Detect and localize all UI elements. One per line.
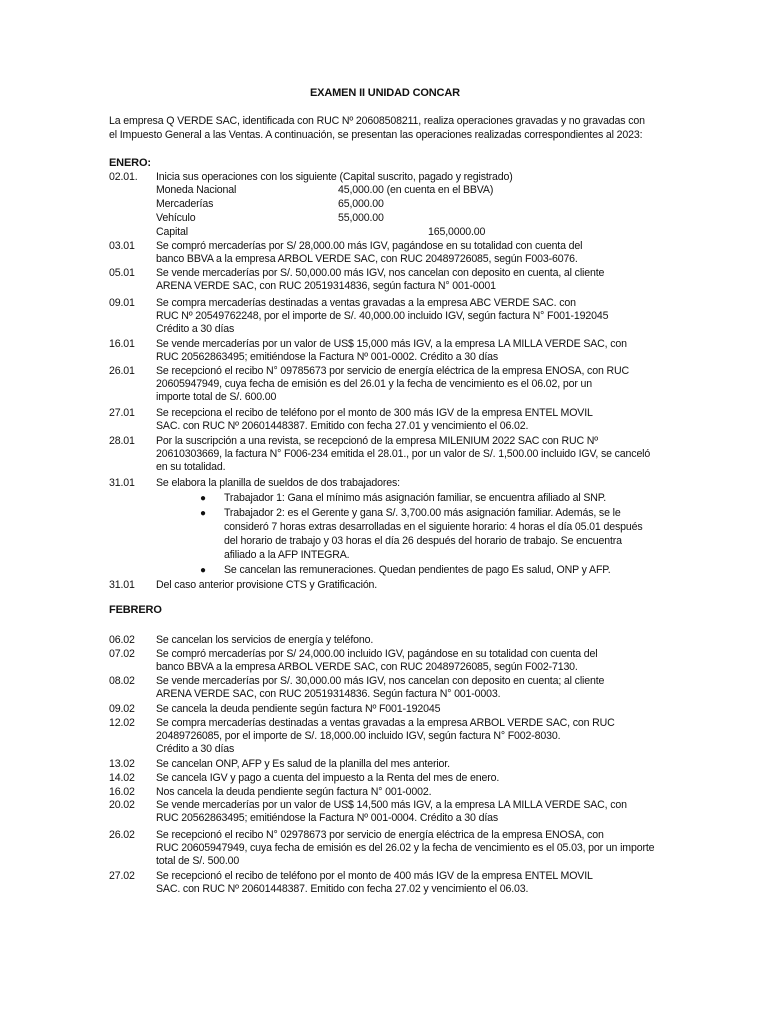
bullet-text: consideró 7 horas extras desarrolladas en el siguiente horario: 4 horas el día 05.01 después: [224, 521, 643, 533]
intro-line: La empresa Q VERDE SAC, identificada con RUC Nº 20608508211, realiza operaciones gravadas y no gravadas con: [109, 115, 645, 127]
entry-text: Se compró mercaderías por S/ 28,000.00 más IGV, pagándose en su totalidad con cuenta del: [156, 240, 583, 252]
entry-text: Crédito a 30 días: [156, 743, 235, 755]
bullet-icon: ●: [200, 493, 207, 504]
entry-text: Nos cancela la deuda pendiente según factura N° 001-0002.: [156, 786, 432, 798]
entry-text: 20489726085, por el importe de S/. 18,000.00 incluido IGV, según factura N° F002-8030.: [156, 730, 561, 742]
entry-text: Se compró mercaderías por S/ 24,000.00 incluido IGV, pagándose en su totalidad con cuenta del: [156, 648, 598, 660]
entry-date: 05.01: [109, 267, 135, 279]
entry-date: 13.02: [109, 758, 135, 770]
entry-text: Se vende mercaderías por un valor de US$ 14,500 más IGV, a la empresa LA MILLA VERDE SAC, con: [156, 799, 627, 811]
bullet-icon: ●: [200, 508, 207, 519]
intro-line: el Impuesto General a las Ventas. A continuación, se presentan las operaciones realizadas correspondientes al 2023:: [109, 129, 643, 141]
entry-text: RUC Nº 20549762248, por el importe de S/. 40,000.00 incluido IGV, según factura N° F001-192045: [156, 310, 609, 322]
entry-text: RUC 20605947949, cuya fecha de emisión es del 26.02 y la fecha de vencimiento es el 05.03, por un importe: [156, 842, 655, 854]
entry-date: 31.01: [109, 477, 135, 489]
entry-text: en su totalidad.: [156, 461, 226, 473]
entry-text: Inicia sus operaciones con los siguiente (Capital suscrito, pagado y registrado): [156, 171, 513, 183]
entry-date: 12.02: [109, 717, 135, 729]
entry-text: 20610303669, la factura N° F006-234 emitida el 28.01., por un valor de S/. 1,500.00 incluido IGV, se canceló: [156, 448, 651, 460]
capital-item-value: 55,000.00: [338, 212, 384, 224]
entry-text: ARENA VERDE SAC, con RUC 20519314836. Según factura N° 001-0003.: [156, 688, 501, 700]
entry-text: total de S/. 500.00: [156, 855, 240, 867]
entry-text: Se recepcionó el recibo N° 02978673 por servicio de energía eléctrica de la empresa ENOSA, con: [156, 829, 604, 841]
entry-text: RUC 20562863495; emitiéndose la Factura Nº 001-0004. Crédito a 30 días: [156, 812, 499, 824]
entry-text: 20605947949, cuya fecha de emisión es del 26.01 y la fecha de vencimiento es el 06.02, por un: [156, 378, 593, 390]
section-heading-febrero: FEBRERO: [109, 604, 162, 616]
entry-date: 09.01: [109, 297, 135, 309]
document-title: EXAMEN II UNIDAD CONCAR: [310, 87, 460, 99]
bullet-text: Trabajador 2: es el Gerente y gana S/. 3,700.00 más asignación familiar. Además, se le: [224, 507, 621, 519]
entry-text: Se cancelan ONP, AFP y Es salud de la planilla del mes anterior.: [156, 758, 450, 770]
entry-date: 16.02: [109, 786, 135, 798]
entry-date: 26.02: [109, 829, 135, 841]
entry-text: Por la suscripción a una revista, se recepcionó de la empresa MILENIUM 2022 SAC con RUC Nº: [156, 435, 598, 447]
entry-date: 07.02: [109, 648, 135, 660]
bullet-text: Trabajador 1: Gana el mínimo más asignación familiar, se encuentra afiliado al SNP.: [224, 492, 607, 504]
entry-text: banco BBVA a la empresa ARBOL VERDE SAC, con RUC 20489726085, según F002-7130.: [156, 661, 578, 673]
entry-text: Se vende mercaderías por un valor de US$ 15,000 más IGV, a la empresa LA MILLA VERDE SAC, con: [156, 338, 627, 350]
entry-text: Se vende mercaderías por S/. 30,000.00 más IGV, nos cancelan con deposito en cuenta; al cliente: [156, 675, 605, 687]
capital-item-label: Vehículo: [156, 212, 196, 224]
entry-date: 27.02: [109, 870, 135, 882]
entry-text: RUC 20562863495; emitiéndose la Factura Nº 001-0002. Crédito a 30 días: [156, 351, 499, 363]
entry-text: Se cancela IGV y pago a cuenta del impuesto a la Renta del mes de enero.: [156, 772, 500, 784]
capital-item-value: 65,000.00: [338, 198, 384, 210]
entry-date: 09.02: [109, 703, 135, 715]
capital-item-label: Moneda Nacional: [156, 184, 237, 196]
section-heading-enero: ENERO:: [109, 157, 151, 169]
entry-date: 31.01: [109, 579, 135, 591]
entry-date: 27.01: [109, 407, 135, 419]
entry-text: ARENA VERDE SAC, con RUC 20519314836, según factura N° 001-0001: [156, 280, 496, 292]
entry-text: Se elabora la planilla de sueldos de dos trabajadores:: [156, 477, 400, 489]
capital-item-value: 45,000.00 (en cuenta en el BBVA): [338, 184, 494, 196]
entry-text: Del caso anterior provisione CTS y Gratificación.: [156, 579, 378, 591]
entry-text: Se cancelan los servicios de energía y teléfono.: [156, 634, 374, 646]
entry-text: Crédito a 30 días: [156, 323, 235, 335]
entry-date: 28.01: [109, 435, 135, 447]
entry-date: 14.02: [109, 772, 135, 784]
entry-date: 03.01: [109, 240, 135, 252]
entry-date: 06.02: [109, 634, 135, 646]
bullet-text: Se cancelan las remuneraciones. Quedan pendientes de pago Es salud, ONP y AFP.: [224, 564, 611, 576]
capital-item-label: Mercaderías: [156, 198, 214, 210]
entry-date: 20.02: [109, 799, 135, 811]
entry-text: Se vende mercaderías por S/. 50,000.00 más IGV, nos cancelan con deposito en cuenta, al cliente: [156, 267, 605, 279]
bullet-text: afiliado a la AFP INTEGRA.: [224, 549, 350, 561]
entry-text: Se recepcionó el recibo N° 09785673 por servicio de energía eléctrica de la empresa ENOSA, con RUC: [156, 365, 629, 377]
capital-total-value: 165,0000.00: [428, 226, 486, 238]
entry-date: 16.01: [109, 338, 135, 350]
entry-date: 08.02: [109, 675, 135, 687]
entry-text: importe total de S/. 600.00: [156, 391, 277, 403]
bullet-text: del horario de trabajo y 03 horas el día 26 después del horario de trabajo. Se encuentra: [224, 535, 622, 547]
entry-text: Se recepciona el recibo de teléfono por el monto de 300 más IGV de la empresa ENTEL MOVIL: [156, 407, 593, 419]
entry-text: SAC. con RUC Nº 20601448387. Emitido con fecha 27.02 y vencimiento el 06.03.: [156, 883, 529, 895]
entry-text: SAC. con RUC Nº 20601448387. Emitido con fecha 27.01 y vencimiento el 06.02.: [156, 420, 529, 432]
capital-total-label: Capital: [156, 226, 188, 238]
entry-text: banco BBVA a la empresa ARBOL VERDE SAC, con RUC 20489726085, según F003-6076.: [156, 253, 578, 265]
bullet-icon: ●: [200, 565, 207, 576]
entry-date: 02.01.: [109, 171, 138, 183]
entry-date: 26.01: [109, 365, 135, 377]
entry-text: Se recepcionó el recibo de teléfono por el monto de 400 más IGV de la empresa ENTEL MOVIL: [156, 870, 593, 882]
entry-text: Se cancela la deuda pendiente según factura Nº F001-192045: [156, 703, 441, 715]
entry-text: Se compra mercaderías destinadas a ventas gravadas a la empresa ARBOL VERDE SAC, con RUC: [156, 717, 615, 729]
entry-text: Se compra mercaderías destinadas a ventas gravadas a la empresa ABC VERDE SAC. con: [156, 297, 576, 309]
